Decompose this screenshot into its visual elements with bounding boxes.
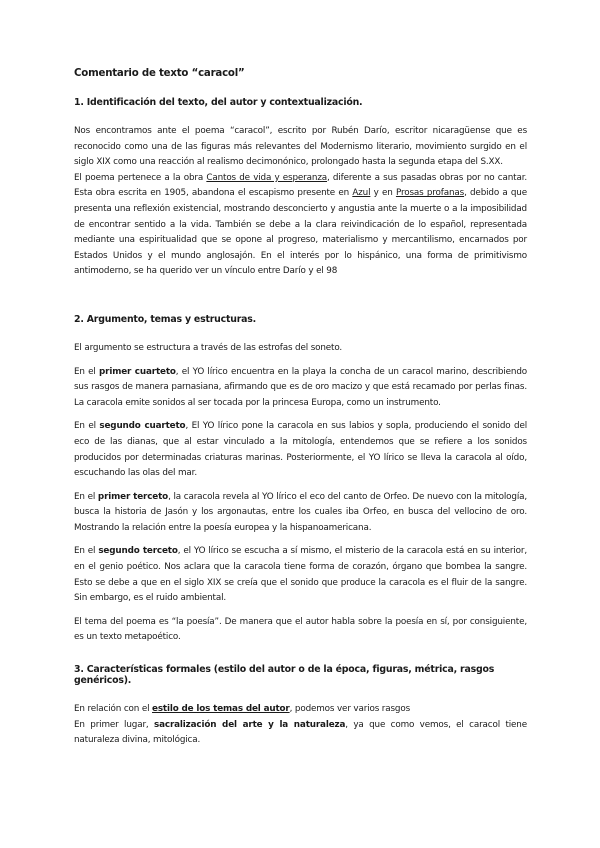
document-title: Comentario de texto “caracol” [74, 68, 245, 79]
bold-term: segundo terceto [98, 546, 178, 557]
section-2-paragraph-3 [74, 490, 527, 537]
text-run: , ya que como vemos, el caracol tiene naturaleza divina, mitológica. [74, 719, 527, 746]
section-spacer [74, 288, 527, 314]
bold-term: primer terceto [97, 491, 169, 502]
text-run: En el [74, 546, 99, 557]
bold-term: segundo cuarteto [99, 421, 186, 432]
text-run: El poema pertenece a la obra [74, 172, 207, 183]
section-2-heading: 2. Argumento, temas y estructuras. [74, 313, 257, 325]
text-run: En el [74, 421, 100, 432]
text-run: , el YO lírico se escucha a sí mismo, el misterio de la caracola está en su interior, en el genio poético. Nos aclara que la caracola tiene forma de corazón, órgano que bombea la sangre. Esto se debe a que en el siglo XIX se creía que el sonido que produce la caracola es el fluir de la sangre. Sin embargo, es el ruido ambiental. [74, 546, 528, 604]
text-run: En el [74, 366, 99, 377]
text-run: , la caracola revela al YO lírico el eco del canto de Orfeo. De nuevo con la mitología, busca la historia de Jasón y los argonautas, entre los cuales iba Orfeo, en busca del vellocino de oro. Mostrando la relación entre la poesía europea y la hispanoamericana. [74, 491, 527, 533]
section-1-heading: 1. Identificación del texto, del autor y contextualización. [74, 97, 363, 108]
work-title-azul: Azul [352, 188, 371, 199]
section-3-paragraph-2 [74, 718, 527, 749]
work-title-prosas: Prosas profanas [395, 188, 465, 199]
text-run: , debido a que presenta una reflexión existencial, mostrando desconcierto y angustia ante la muerte o a la imposibilidad de encontrar sentido a la vida. También se debe a la clara reivindicación de lo español, representada mediante una espiritualidad que se opone al progreso, materialismo y mercantilismo, encarnados por Estados Unidos y el mundo anglosajón. En el interés por lo hispánico, una forma de primitivismo antimoderno, se ha querido ver un vínculo entre Darío y el 98 [74, 188, 527, 277]
section-3-paragraph-1 [74, 702, 527, 718]
section-2-paragraph-5: El tema del poema es “la poesía”. De manera que el autor habla sobre la poesía en sí, por consiguiente, es un texto metapoético. [74, 616, 527, 643]
work-title-cantos: Cantos de vida y esperanza [206, 172, 328, 183]
section-1-paragraph-2 [74, 171, 527, 280]
section-spacer [74, 654, 527, 664]
text-run: En relación con el [74, 704, 153, 715]
text-run: En el [74, 491, 98, 502]
bold-underlined-term: estilo de los temas del autor [152, 704, 290, 715]
section-2-paragraph-4 [74, 544, 527, 606]
bold-term: sacralización del arte y la naturaleza [154, 719, 346, 730]
section-2-paragraph-2 [74, 419, 527, 481]
text-run: y en [370, 188, 396, 199]
section-2-intro: El argumento se estructura a través de las estrofas del soneto. [74, 342, 343, 353]
text-run: , El YO lírico pone la caracola en sus labios y sopla, produciendo el sonido del eco de las dianas, que al estar vinculado a la mitología, entendemos que se refiere a los sonidos producidos por determinadas criaturas marinas. Posteriormente, el YO lírico se lleva la caracola al oído, escuchando las olas del mar. [74, 421, 528, 479]
text-run: , diferente a sus pasadas obras por no cantar. Esta obra escrita en 1905, abandona el escapismo presente en [74, 172, 527, 199]
section-1-paragraph-1: Nos encontramos ante el poema “caracol”, escrito por Rubén Darío, escritor nicaragüense que es reconocido como una de las figuras más relevantes del Modernismo literario, movimiento surgido en el siglo XIX como una reacción al realismo decimonónico, prolongado hasta la segunda etapa del S.XX. [74, 126, 527, 168]
bold-term: primer cuarteto [99, 366, 176, 377]
section-2-paragraph-1 [74, 365, 527, 412]
text-run: En primer lugar, [74, 719, 155, 730]
text-run: , podemos ver varios rasgos [289, 704, 411, 715]
text-run: , el YO lírico encuentra en la playa la concha de un caracol marino, describiendo sus rasgos de manera parnasiana, afirmando que es de oro macizo y que está recamado por perlas finas. La caracola emite sonidos al ser tocada por la princesa Europa, como un instrumento. [74, 366, 527, 408]
section-3-heading: 3. Características formales (estilo del autor o de la época, figuras, métrica, rasgos genéricos). [74, 664, 495, 687]
